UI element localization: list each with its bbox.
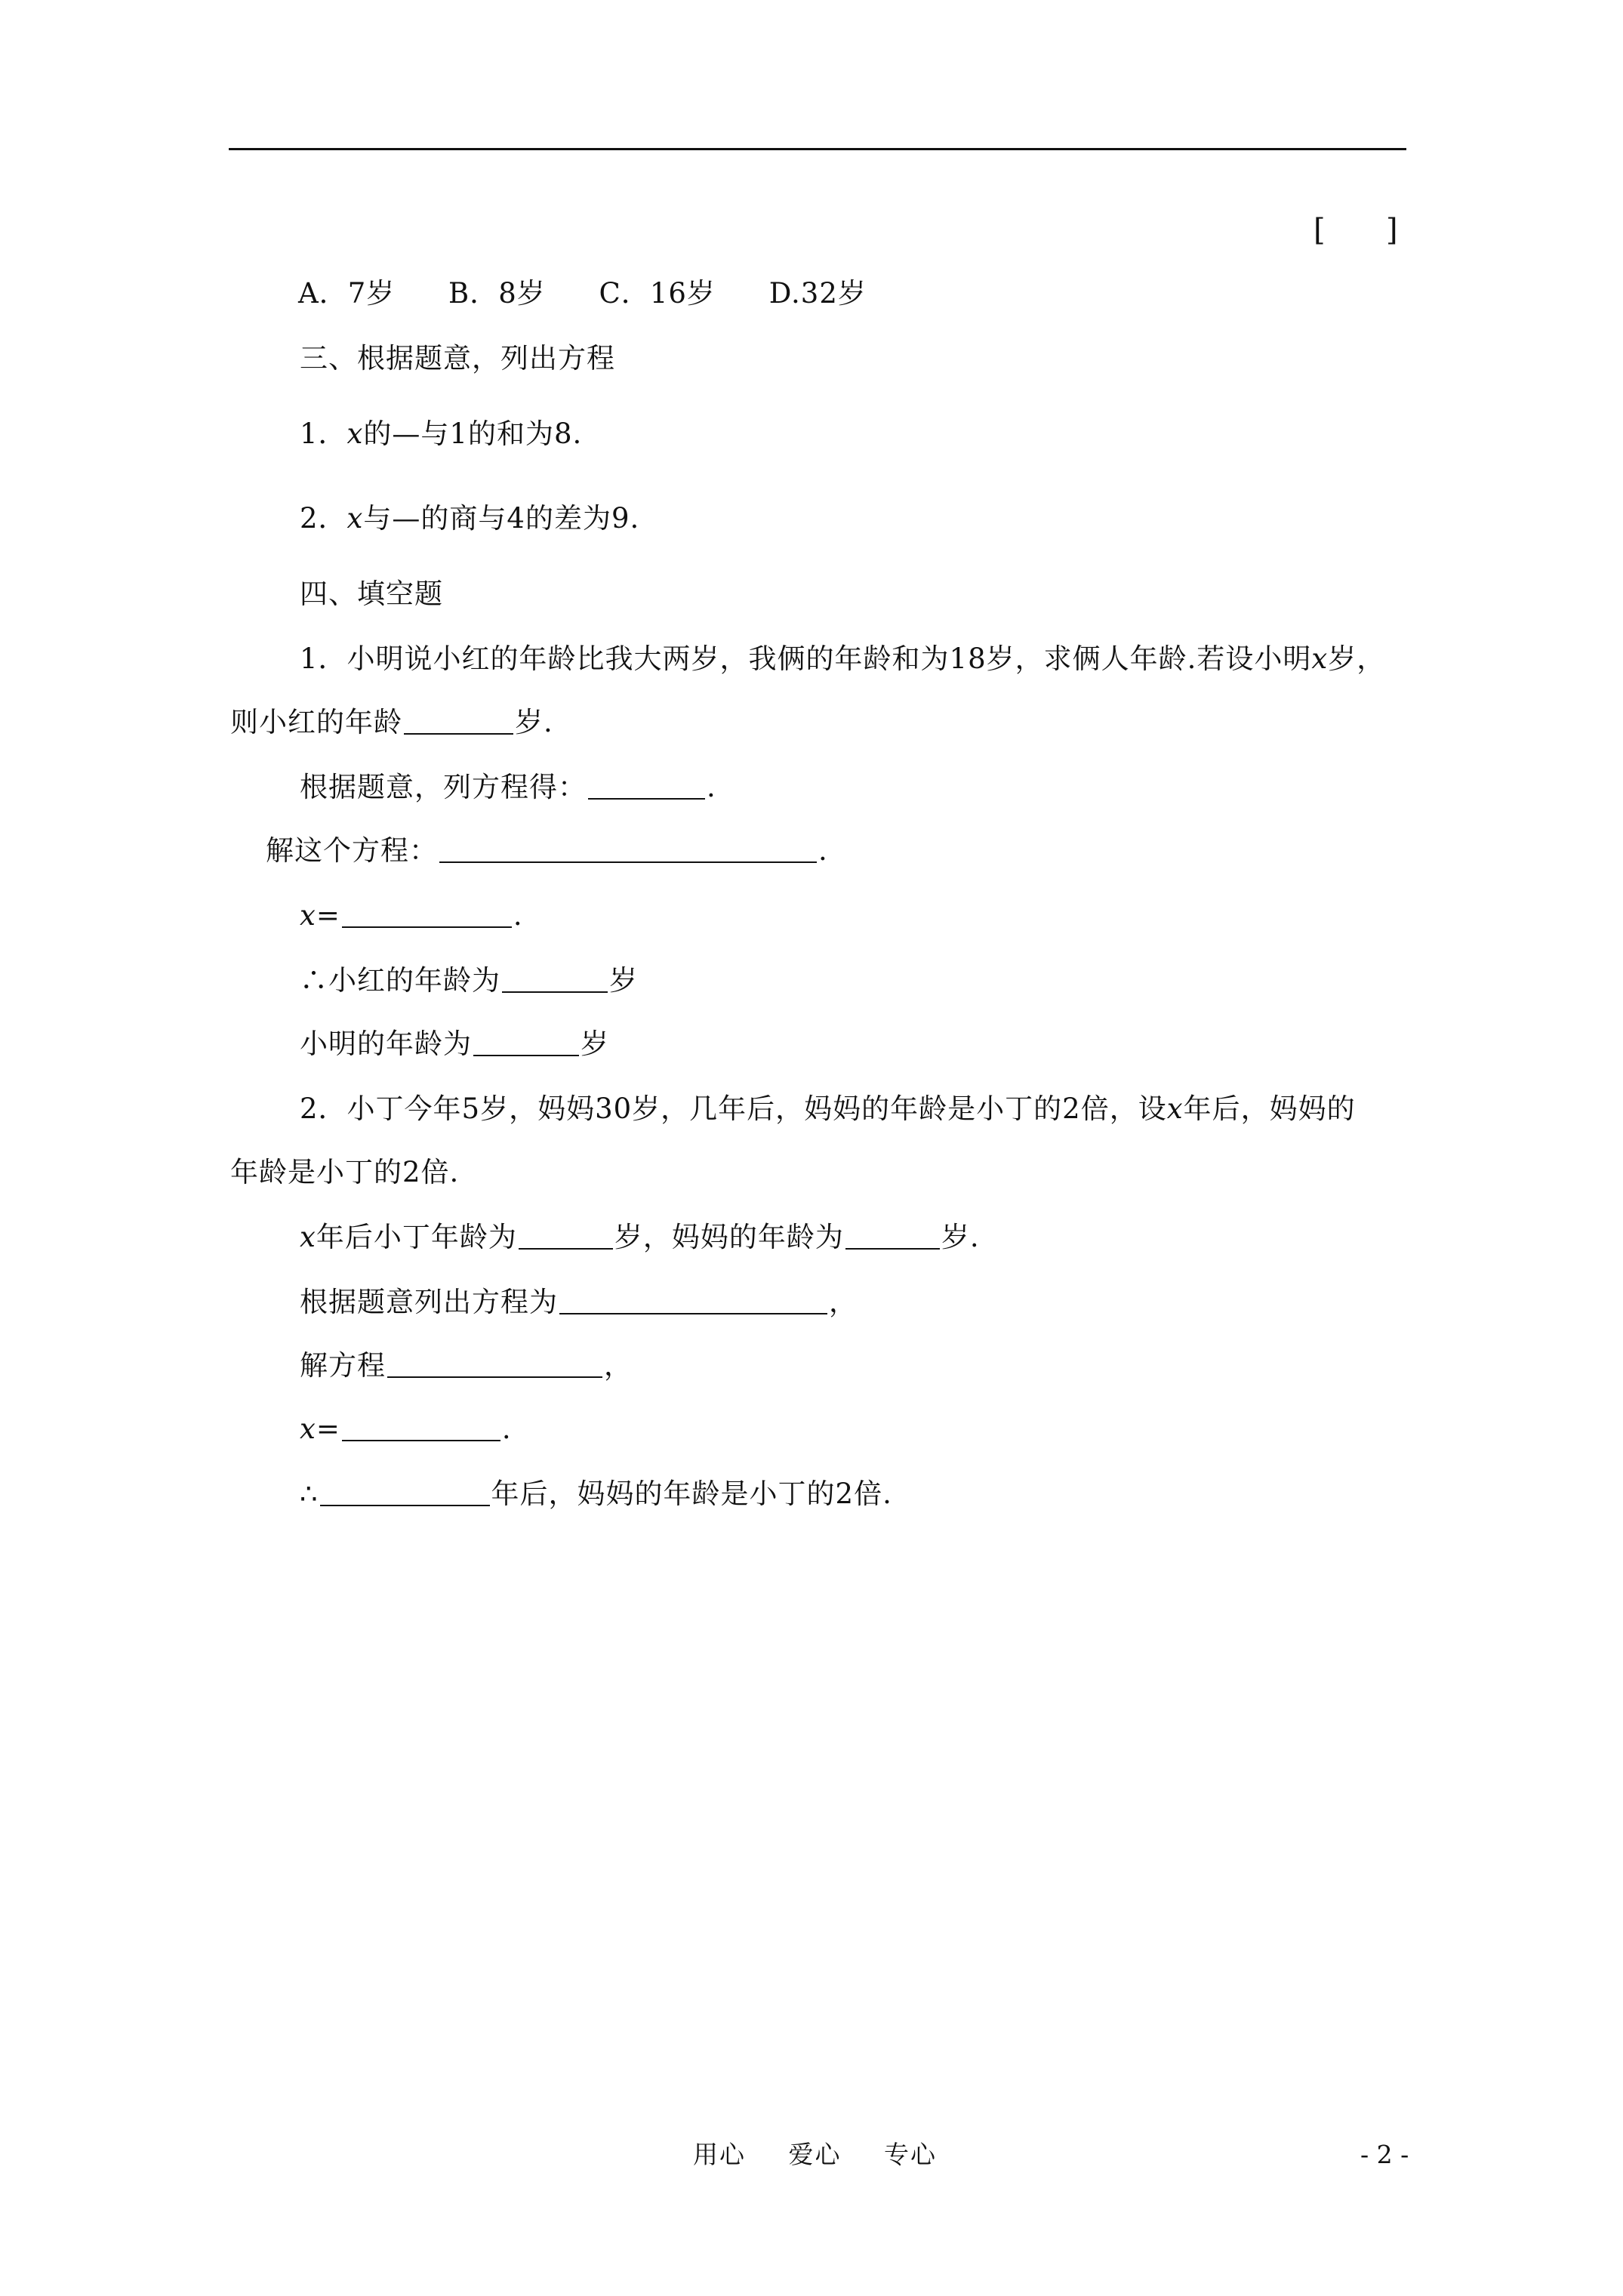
answer-bracket-open: [ [1313, 213, 1326, 248]
section4-title: 四、填空题 [300, 578, 443, 610]
problem1-line2-text: 则小红的年龄 [230, 706, 402, 738]
footer-motto-3: 专心 [884, 2140, 937, 2169]
problem1-line6 [300, 963, 638, 998]
problem1-line2-end: 岁. [515, 706, 553, 738]
footer-motto [693, 2140, 937, 2170]
section3-question-1 [300, 417, 582, 451]
problem1-line5-end: . [513, 899, 523, 932]
problem2-line4-end: ， [829, 1286, 858, 1318]
problem1-line5-equals: = [316, 899, 340, 932]
problem2-line6-variable: x [300, 1413, 316, 1445]
problem1-line1 [300, 642, 1385, 676]
problem2-line1-end: 年后，妈妈的 [1183, 1093, 1356, 1125]
problem1-line6-text: ∴小红的年龄为 [300, 964, 500, 997]
q1-number: 1． [300, 418, 347, 450]
options-row [298, 276, 867, 311]
problem2-line7-therefore: ∴ [300, 1478, 319, 1510]
section3-question-2 [300, 501, 639, 536]
problem1-line5 [300, 898, 523, 933]
problem1-line1-end: 岁， [1328, 643, 1386, 675]
problem2-line6-end: . [501, 1413, 512, 1445]
problem2-line1 [300, 1092, 1356, 1126]
problem2-line5-end: ， [604, 1349, 633, 1382]
answer-blank-solve-2[interactable] [387, 1351, 602, 1378]
answer-blank-equation-2[interactable] [559, 1287, 827, 1314]
problem2-line7 [300, 1477, 892, 1512]
q2-text: 与—的商与4的差为9. [363, 502, 640, 535]
answer-blank-x-value-2[interactable] [342, 1414, 500, 1441]
q2-variable: x [346, 502, 364, 535]
q2-number: 2． [300, 502, 347, 535]
problem1-line7 [300, 1027, 609, 1062]
problem1-line7-end: 岁 [581, 1028, 609, 1060]
q1-variable: x [346, 418, 364, 450]
problem2-line3-text: 年后小丁年龄为 [316, 1221, 517, 1253]
footer-motto-2: 爱心 [788, 2140, 842, 2169]
problem1-variable: x [1311, 643, 1329, 675]
header-rule [229, 148, 1406, 150]
option-b: B．8岁 [448, 277, 546, 310]
answer-blank-xiaoming-result[interactable] [473, 1029, 579, 1056]
problem2-line3-end: 岁. [941, 1221, 980, 1253]
problem1-line2 [230, 705, 553, 740]
answer-blank-x-value[interactable] [342, 901, 512, 928]
q1-text: 的—与1的和为8. [363, 418, 583, 450]
answer-blank-xiaoding-age[interactable] [519, 1222, 613, 1250]
problem1-line5-variable: x [300, 899, 316, 932]
answer-blank-xiaohong-age[interactable] [404, 707, 513, 735]
problem1-line4 [266, 834, 828, 868]
problem2-line3-mid: 岁，妈妈的年龄为 [614, 1221, 844, 1253]
problem2-line6 [300, 1412, 512, 1447]
problem2-line7-end: 年后，妈妈的年龄是小丁的2倍. [491, 1478, 892, 1510]
answer-bracket-close: ] [1386, 213, 1398, 248]
option-d: D.32岁 [768, 277, 867, 310]
problem1-line4-end: . [818, 834, 828, 867]
problem2-line6-equals: = [316, 1413, 340, 1445]
problem2-variable: x [1166, 1093, 1184, 1125]
option-a: A．7岁 [298, 277, 396, 310]
section3-title: 三、根据题意，列出方程 [300, 342, 615, 374]
answer-blank-years[interactable] [320, 1479, 490, 1506]
answer-blank-xiaohong-result[interactable] [502, 966, 608, 993]
footer-motto-1: 用心 [693, 2140, 746, 2169]
problem2-line2: 年龄是小丁的2倍. [230, 1156, 460, 1188]
problem2-line5 [300, 1348, 633, 1383]
page-number: - 2 - [1360, 2140, 1409, 2169]
problem1-line4-text: 解这个方程： [266, 834, 438, 867]
problem2-line4 [300, 1285, 858, 1320]
problem1-line3-end: . [707, 771, 716, 803]
problem1-line1-text: 1．小明说小红的年龄比我大两岁，我俩的年龄和为18岁，求俩人年龄.若设小明 [300, 643, 1312, 675]
problem2-line3-variable: x [300, 1221, 316, 1253]
problem1-line3-text: 根据题意，列方程得： [300, 771, 587, 803]
problem2-line1-text: 2．小丁今年5岁，妈妈30岁，几年后，妈妈的年龄是小丁的2倍，设 [300, 1093, 1167, 1125]
problem2-line4-text: 根据题意列出方程为 [300, 1286, 558, 1318]
answer-blank-mother-age[interactable] [845, 1222, 940, 1250]
answer-blank-equation[interactable] [588, 772, 705, 800]
answer-blank-solve[interactable] [439, 836, 817, 863]
problem1-line6-end: 岁 [609, 964, 638, 997]
problem1-line3 [300, 770, 716, 805]
option-c: C．16岁 [599, 277, 716, 310]
problem2-line3 [300, 1220, 980, 1255]
problem2-line5-text: 解方程 [300, 1349, 386, 1382]
problem1-line7-text: 小明的年龄为 [300, 1028, 472, 1060]
